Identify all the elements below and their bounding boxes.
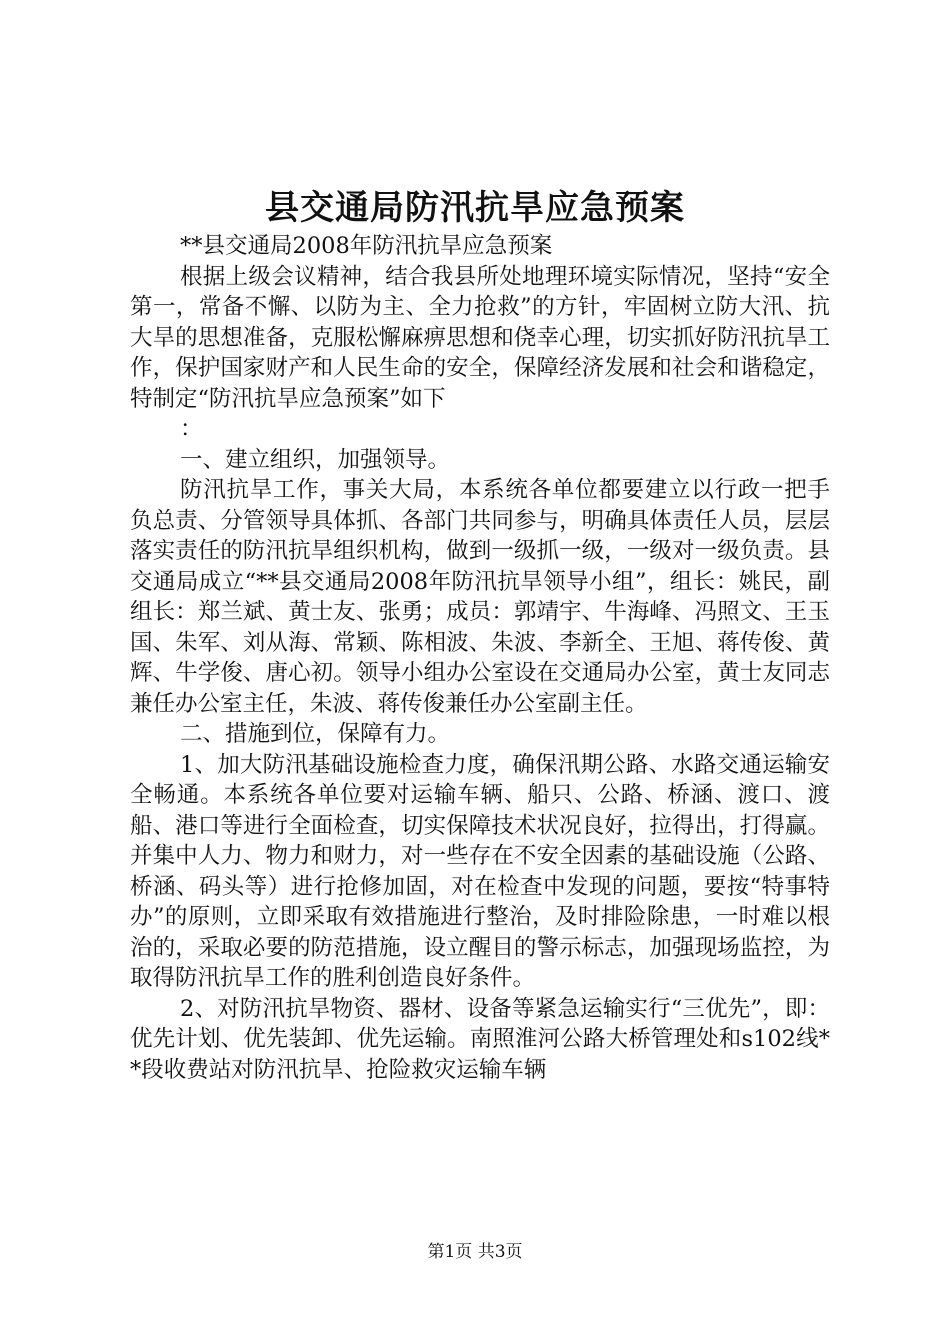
document-body	[130, 231, 830, 1085]
section-heading-2: 二、措施到位，保障有力。	[180, 721, 451, 747]
paragraph-organization: 防汛抗旱工作，事关大局，本系统各单位都要建立以行政一把手负总责、分管领导具体抓、各部门共同参与，明确具体责任人员，层层落实责任的防汛抗旱组织机构，做到一级抓一级，一级对一级负责。县交通局成立“**县交通局2008年防汛抗旱领导小组”，组长：姚民，副组长：郑兰斌、黄士友、张勇；成员：郭靖宇、牛海峰、冯照文、王玉国、朱军、刘从海、常颖、陈相波、朱波、李新全、王旭、蒋传俊、黄辉、牛学俊、唐心初。领导小组办公室设在交通局办公室，黄士友同志兼任办公室主任，朱波、蒋传俊兼任办公室副主任。	[130, 477, 830, 717]
paragraph-intro: 根据上级会议精神，结合我县所处地理环境实际情况，坚持“安全第一，常备不懈、以防为主、全力抢救”的方针，牢固树立防大汛、抗大旱的思想准备，克服松懈麻痹思想和侥幸心理，切实抓好防汛抗旱工作，保护国家财产和人民生命的安全，保障经济发展和社会和谐稳定，特制定“防汛抗旱应急预案”如下	[130, 263, 830, 412]
document-title: 县交通局防汛抗旱应急预案	[265, 188, 685, 228]
paragraph-colon: ：	[180, 416, 203, 442]
paragraph-subtitle: **县交通局2008年防汛抗旱应急预案	[180, 233, 553, 259]
paragraph-measure-1: 1、加大防汛基础设施检查力度，确保汛期公路、水路交通运输安全畅通。本系统各单位要对运输车辆、船只、公路、桥涵、渡口、渡船、港口等进行全面检查，切实保障技术状况良好，拉得出，打得赢。并集中人力、物力和财力，对一些存在不安全因素的基础设施（公路、桥涵、码头等）进行抢修加固，对在检查中发现的问题，要按“特事特办”的原则，立即采取有效措施进行整治，及时排险除患，一时难以根治的，采取必要的防范措施，设立醒目的警示标志，加强现场监控，为取得防汛抗旱工作的胜利创造良好条件。	[130, 751, 830, 991]
page-footer: 第1页 共3页	[427, 1242, 523, 1262]
section-heading-1: 一、建立组织，加强领导。	[180, 446, 451, 473]
paragraph-measure-2: 2、对防汛抗旱物资、器材、设备等紧急运输实行“三优先”，即：优先计划、优先装卸、优先运输。南照淮河公路大桥管理处和s102线**段收费站对防汛抗旱、抢险救灾运输车辆	[130, 995, 830, 1083]
